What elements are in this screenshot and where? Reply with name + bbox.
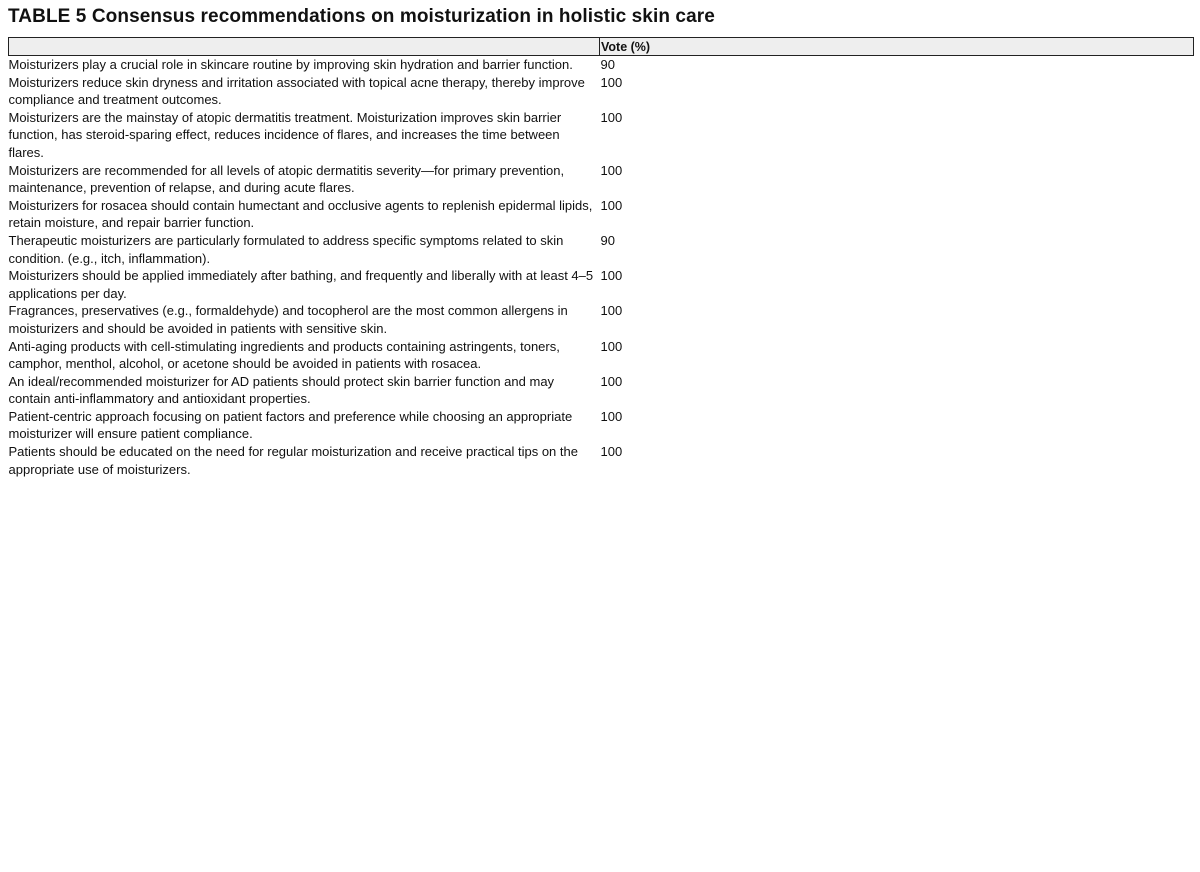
table-row	[9, 162, 1194, 197]
column-header-recommendation	[9, 38, 600, 56]
vote-cell: 100	[600, 338, 623, 354]
table-row	[9, 267, 1194, 302]
table-row	[9, 197, 1194, 232]
table-row	[9, 109, 1194, 162]
recommendation-cell: Moisturizers are recommended for all levels of atopic dermatitis severity—for primary prevention, maintenance, prevention of relapse, and during acute flares.	[8, 162, 565, 196]
recommendation-cell: Moisturizers for rosacea should contain humectant and occlusive agents to replenish epidermal lipids, retain moisture, and repair barrier function.	[8, 197, 593, 231]
table-row	[9, 74, 1194, 109]
vote-cell: 100	[600, 268, 623, 284]
recommendation-cell: Moisturizers play a crucial role in skincare routine by improving skin hydration and barrier function.	[8, 57, 573, 72]
table-row	[9, 56, 1194, 74]
vote-cell: 100	[600, 197, 623, 213]
recommendations-table	[8, 37, 1194, 478]
table-row	[9, 408, 1194, 443]
column-header-vote: Vote (%)	[600, 38, 1194, 56]
vote-cell: 90	[600, 57, 615, 72]
vote-cell: 100	[600, 303, 623, 319]
vote-cell: 100	[600, 74, 623, 90]
recommendation-cell: Patients should be educated on the need for regular moisturization and receive practical tips on the appropriate use of moisturizers.	[8, 444, 578, 477]
recommendation-cell: Moisturizers reduce skin dryness and irritation associated with topical acne therapy, thereby improve compliance and treatment outcomes.	[8, 74, 585, 108]
recommendation-cell: Patient-centric approach focusing on patient factors and preference while choosing an appropriate moisturizer will ensure patient compliance.	[8, 408, 573, 442]
table-title: TABLE 5 Consensus recommendations on moisturization in holistic skin care	[8, 6, 715, 27]
table-header-row	[9, 38, 1194, 56]
vote-cell: 90	[600, 232, 615, 248]
recommendation-cell: Moisturizers are the mainstay of atopic dermatitis treatment. Moisturization improves skin barrier function, has steroid-sparing effect, reduces incidence of flares, and increases the time between flares.	[8, 109, 562, 160]
recommendation-cell: Anti-aging products with cell-stimulating ingredients and products containing astringents, toners, camphor, menthol, alcohol, or acetone should be avoided in patients with rosacea.	[8, 338, 560, 372]
table-row	[9, 338, 1194, 373]
table-row	[9, 373, 1194, 408]
table-row	[9, 302, 1194, 337]
recommendation-cell: Fragrances, preservatives (e.g., formaldehyde) and tocopherol are the most common allergens in moisturizers and should be avoided in patients with sensitive skin.	[8, 303, 568, 336]
table-container	[8, 37, 1193, 478]
recommendation-cell: Therapeutic moisturizers are particularly formulated to address specific symptoms related to skin condition. (e.g., itch, inflammation).	[8, 232, 564, 266]
vote-cell: 100	[600, 162, 623, 178]
recommendation-cell: An ideal/recommended moisturizer for AD patients should protect skin barrier function and may contain anti-inflammatory and antioxidant properties.	[8, 373, 555, 407]
vote-cell: 100	[600, 444, 623, 460]
vote-cell: 100	[600, 408, 623, 424]
table-row	[9, 443, 1194, 478]
recommendation-cell: Moisturizers should be applied immediately after bathing, and frequently and liberally with at least 4–5 applications per day.	[8, 268, 594, 301]
table-row	[9, 232, 1194, 267]
vote-cell: 100	[600, 373, 623, 389]
vote-cell: 100	[600, 109, 623, 125]
